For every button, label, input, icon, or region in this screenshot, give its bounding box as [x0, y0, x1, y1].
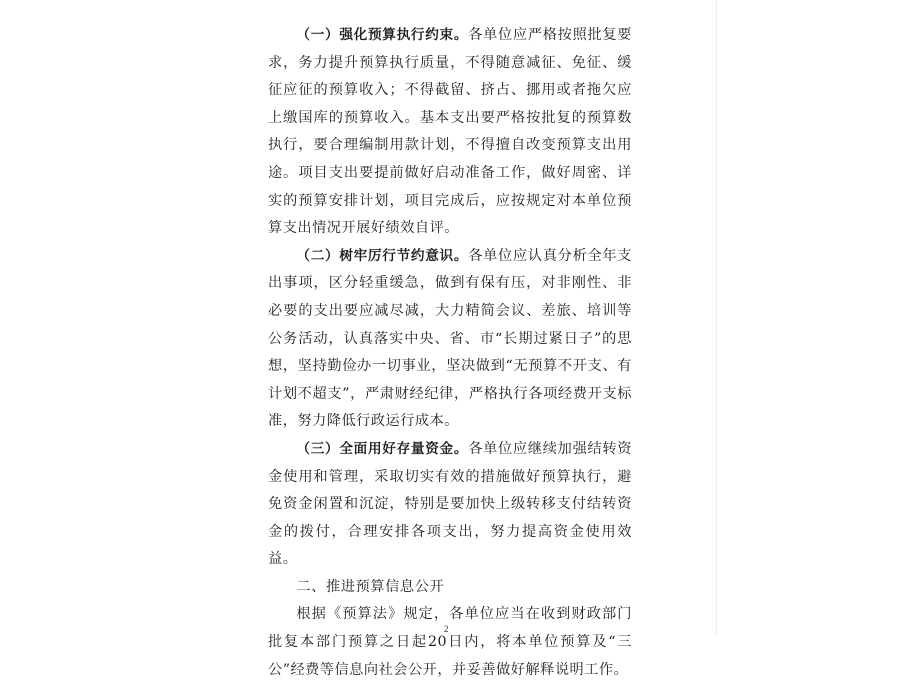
paragraph-budget-execution — [268, 22, 632, 243]
page-number: 2 — [444, 624, 449, 634]
paragraph-disclosure: 根据《预算法》规定，各单位应当在收到财政部门批复本部门预算之日起20日内，将本单位预算及“三公”经费等信息向社会公开，并妥善做好解释说明工作。 — [268, 606, 632, 678]
paragraph-lead: （三）全面用好存量资金。 — [296, 440, 469, 457]
scan-edge-line — [716, 0, 717, 636]
paragraph-lead: （一）强化预算执行约束。 — [296, 27, 469, 43]
section-heading: 二、推进预算信息公开 — [296, 578, 445, 595]
paragraph-text: 各单位应认真分析全年支出事项，区分轻重缓急，做到有保有压，对非刚性、非必要的支出要应减尽减，大力精简会议、差旅、培训等公务活动，认真落实中央、省、市“长期过紧日子”的思想，坚持勤俭办一切事业，坚决做到“无预算不开支、有计划不超支”，严肃财经纪律，严格执行各项经费开支标准，努力降低行政运行成本。 — [268, 247, 632, 430]
paragraph-lead: （二）树牢厉行节约意识。 — [296, 247, 469, 264]
paragraph-frugality — [268, 243, 632, 436]
paragraph-existing-funds — [268, 436, 632, 574]
document-body — [268, 22, 632, 684]
paragraph-text: 各单位应严格按照批复要求，务力提升预算执行质量，不得随意减征、免征、缓征应征的预算收入；不得截留、挤占、挪用或者拖欠应上缴国库的预算收入。基本支出要严格按批复的预算数执行，要合理编制用款计划，不得擅自改变预算支出用途。项目支出要提前做好启动准备工作，做好周密、详实的预算安排计划，项目完成后，应按规定对本单位预算支出情况开展好绩效自评。 — [268, 27, 632, 237]
paragraph-text: 各单位应继续加强结转资金使用和管理，采取切实有效的措施做好预算执行，避免资金闲置和沉淀，特别是要加快上级转移支付结转资金的拨付，合理安排各项支出，努力提高资金使用效益。 — [268, 440, 632, 568]
